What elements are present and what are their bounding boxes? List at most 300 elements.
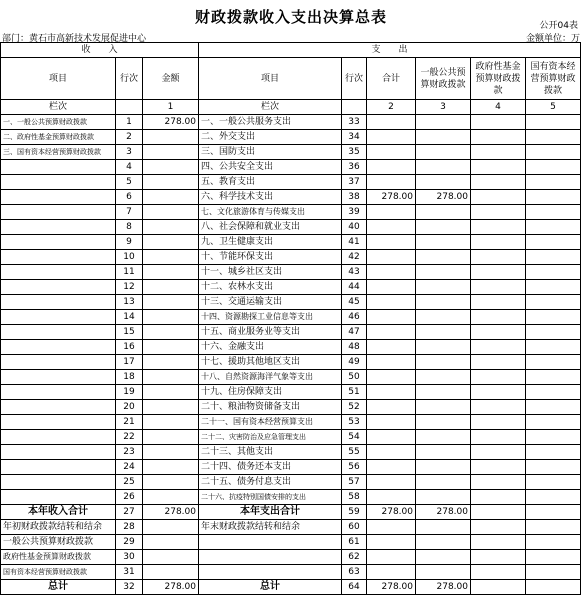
income-item bbox=[1, 175, 116, 190]
income-item: 本年收入合计 bbox=[1, 505, 116, 520]
col-header-item2: 项目 bbox=[199, 58, 342, 100]
income-item: 年初财政拨款结转和结余 bbox=[1, 520, 116, 535]
income-row-no: 1 bbox=[116, 115, 143, 130]
income-amount bbox=[143, 145, 199, 160]
expense-item: 二、外交支出 bbox=[199, 130, 342, 145]
expense-general bbox=[416, 310, 471, 325]
expense-general bbox=[416, 115, 471, 130]
table-row bbox=[1, 415, 581, 430]
expense-soe bbox=[526, 520, 581, 535]
income-amount bbox=[143, 430, 199, 445]
income-amount bbox=[143, 250, 199, 265]
income-row-no: 10 bbox=[116, 250, 143, 265]
expense-general bbox=[416, 160, 471, 175]
expense-soe bbox=[526, 190, 581, 205]
expense-fund bbox=[471, 430, 526, 445]
table-row bbox=[1, 355, 581, 370]
income-amount bbox=[143, 280, 199, 295]
expense-total: 278.00 bbox=[367, 190, 416, 205]
income-amount bbox=[143, 310, 199, 325]
income-row-no: 3 bbox=[116, 145, 143, 160]
income-row-no: 32 bbox=[116, 580, 143, 595]
expense-item: 十四、资源勘探工业信息等支出 bbox=[199, 310, 342, 325]
expense-section-label: 支 出 bbox=[199, 43, 581, 58]
income-amount bbox=[143, 475, 199, 490]
expense-row-no: 59 bbox=[342, 505, 367, 520]
table-row bbox=[1, 430, 581, 445]
expense-row-no: 34 bbox=[342, 130, 367, 145]
expense-general bbox=[416, 280, 471, 295]
expense-row-no: 61 bbox=[342, 535, 367, 550]
expense-fund bbox=[471, 220, 526, 235]
expense-total bbox=[367, 295, 416, 310]
table-row bbox=[1, 445, 581, 460]
expense-item: 二十二、灾害防治及应急管理支出 bbox=[199, 430, 342, 445]
expense-total bbox=[367, 250, 416, 265]
col-header-general: 一般公共预算财政拨款 bbox=[416, 58, 471, 100]
expense-fund bbox=[471, 385, 526, 400]
expense-fund bbox=[471, 355, 526, 370]
expense-soe bbox=[526, 220, 581, 235]
expense-general bbox=[416, 520, 471, 535]
table-row bbox=[1, 400, 581, 415]
table-row bbox=[1, 565, 581, 580]
report-title: 财政拨款收入支出决算总表 bbox=[194, 8, 387, 26]
income-amount bbox=[143, 565, 199, 580]
expense-soe bbox=[526, 115, 581, 130]
table-row bbox=[1, 325, 581, 340]
colnum-label2: 栏次 bbox=[199, 100, 342, 115]
expense-general bbox=[416, 145, 471, 160]
colnum-3: 3 bbox=[416, 100, 471, 115]
col-header-fund: 政府性基金预算财政拨款 bbox=[471, 58, 526, 100]
expense-item: 本年支出合计 bbox=[199, 505, 342, 520]
income-amount bbox=[143, 460, 199, 475]
expense-total bbox=[367, 265, 416, 280]
unit-label: 金额单位：万 bbox=[525, 34, 580, 44]
expense-fund bbox=[471, 235, 526, 250]
table-row bbox=[1, 145, 581, 160]
expense-fund bbox=[471, 535, 526, 550]
expense-general: 278.00 bbox=[416, 190, 471, 205]
table-row bbox=[1, 280, 581, 295]
expense-item: 二十一、国有资本经营预算支出 bbox=[199, 415, 342, 430]
expense-general bbox=[416, 550, 471, 565]
income-row-no: 12 bbox=[116, 280, 143, 295]
expense-total bbox=[367, 145, 416, 160]
expense-item: 二十、粮油物资储备支出 bbox=[199, 400, 342, 415]
expense-general bbox=[416, 370, 471, 385]
income-amount bbox=[143, 175, 199, 190]
income-row-no: 5 bbox=[116, 175, 143, 190]
income-amount bbox=[143, 340, 199, 355]
income-amount: 278.00 bbox=[143, 115, 199, 130]
expense-general bbox=[416, 340, 471, 355]
expense-total bbox=[367, 340, 416, 355]
expense-general bbox=[416, 325, 471, 340]
expense-item: 十三、交通运输支出 bbox=[199, 295, 342, 310]
expense-row-no: 57 bbox=[342, 475, 367, 490]
table-row bbox=[1, 490, 581, 505]
income-item bbox=[1, 280, 116, 295]
income-row-no: 27 bbox=[116, 505, 143, 520]
income-amount bbox=[143, 535, 199, 550]
income-row-no: 9 bbox=[116, 235, 143, 250]
grand-total-row bbox=[1, 580, 581, 595]
expense-total bbox=[367, 160, 416, 175]
expense-total bbox=[367, 385, 416, 400]
colnum-5: 5 bbox=[526, 100, 581, 115]
income-row-no: 22 bbox=[116, 430, 143, 445]
expense-fund bbox=[471, 550, 526, 565]
income-row-no: 21 bbox=[116, 415, 143, 430]
income-amount: 278.00 bbox=[143, 580, 199, 595]
expense-item: 七、文化旅游体育与传媒支出 bbox=[199, 205, 342, 220]
income-item bbox=[1, 385, 116, 400]
table-row bbox=[1, 535, 581, 550]
expense-fund bbox=[471, 580, 526, 595]
table-row bbox=[1, 220, 581, 235]
income-amount bbox=[143, 160, 199, 175]
expense-item: 三、国防支出 bbox=[199, 145, 342, 160]
income-item bbox=[1, 355, 116, 370]
income-item bbox=[1, 460, 116, 475]
income-row-no: 28 bbox=[116, 520, 143, 535]
income-row-no: 17 bbox=[116, 355, 143, 370]
col-header-total: 合计 bbox=[367, 58, 416, 100]
income-amount bbox=[143, 415, 199, 430]
expense-soe bbox=[526, 355, 581, 370]
income-amount bbox=[143, 445, 199, 460]
table-row bbox=[1, 190, 581, 205]
colnum-label: 栏次 bbox=[1, 100, 116, 115]
expense-row-no: 47 bbox=[342, 325, 367, 340]
income-item bbox=[1, 160, 116, 175]
income-amount bbox=[143, 220, 199, 235]
expense-fund bbox=[471, 265, 526, 280]
expense-row-no: 54 bbox=[342, 430, 367, 445]
expense-general: 278.00 bbox=[416, 505, 471, 520]
expense-general bbox=[416, 475, 471, 490]
expense-item bbox=[199, 565, 342, 580]
expense-fund bbox=[471, 280, 526, 295]
expense-row-no: 33 bbox=[342, 115, 367, 130]
income-item bbox=[1, 250, 116, 265]
expense-row-no: 50 bbox=[342, 370, 367, 385]
expense-general bbox=[416, 130, 471, 145]
expense-soe bbox=[526, 235, 581, 250]
table-row bbox=[1, 130, 581, 145]
income-row-no: 24 bbox=[116, 460, 143, 475]
column-number-row bbox=[1, 100, 581, 115]
expense-item bbox=[199, 535, 342, 550]
expense-general bbox=[416, 535, 471, 550]
expense-fund bbox=[471, 175, 526, 190]
colnum-empty bbox=[116, 100, 143, 115]
income-amount bbox=[143, 190, 199, 205]
expense-item: 十一、城乡社区支出 bbox=[199, 265, 342, 280]
expense-row-no: 62 bbox=[342, 550, 367, 565]
expense-row-no: 41 bbox=[342, 235, 367, 250]
expense-soe bbox=[526, 550, 581, 565]
expense-fund bbox=[471, 145, 526, 160]
expense-total bbox=[367, 550, 416, 565]
expense-item bbox=[199, 550, 342, 565]
expense-item: 六、科学技术支出 bbox=[199, 190, 342, 205]
expense-soe bbox=[526, 160, 581, 175]
expense-row-no: 64 bbox=[342, 580, 367, 595]
income-amount bbox=[143, 265, 199, 280]
department-label: 部门：黄石市高新技术发展促进中心 bbox=[2, 34, 147, 44]
income-item bbox=[1, 415, 116, 430]
expense-fund bbox=[471, 415, 526, 430]
expense-row-no: 46 bbox=[342, 310, 367, 325]
expense-soe bbox=[526, 445, 581, 460]
expense-fund bbox=[471, 520, 526, 535]
expense-soe bbox=[526, 130, 581, 145]
income-row-no: 16 bbox=[116, 340, 143, 355]
expense-fund bbox=[471, 325, 526, 340]
income-row-no: 23 bbox=[116, 445, 143, 460]
colnum-empty2 bbox=[342, 100, 367, 115]
expense-general bbox=[416, 235, 471, 250]
expense-fund bbox=[471, 115, 526, 130]
expense-total bbox=[367, 130, 416, 145]
expense-row-no: 58 bbox=[342, 490, 367, 505]
income-row-no: 8 bbox=[116, 220, 143, 235]
expense-total bbox=[367, 475, 416, 490]
expense-row-no: 40 bbox=[342, 220, 367, 235]
expense-soe bbox=[526, 325, 581, 340]
expense-row-no: 35 bbox=[342, 145, 367, 160]
expense-total: 278.00 bbox=[367, 580, 416, 595]
income-item: 二、政府性基金预算财政拨款 bbox=[1, 130, 116, 145]
income-item: 政府性基金预算财政拨款 bbox=[1, 550, 116, 565]
income-row-no: 18 bbox=[116, 370, 143, 385]
table-row bbox=[1, 235, 581, 250]
expense-item: 二十四、债务还本支出 bbox=[199, 460, 342, 475]
expense-row-no: 49 bbox=[342, 355, 367, 370]
expense-total bbox=[367, 460, 416, 475]
expense-row-no: 44 bbox=[342, 280, 367, 295]
expense-row-no: 37 bbox=[342, 175, 367, 190]
expense-fund bbox=[471, 475, 526, 490]
table-row bbox=[1, 385, 581, 400]
expense-item: 十九、住房保障支出 bbox=[199, 385, 342, 400]
table-row bbox=[1, 520, 581, 535]
form-number: 公开04表 bbox=[539, 21, 578, 31]
expense-row-no: 56 bbox=[342, 460, 367, 475]
expense-general bbox=[416, 175, 471, 190]
expense-row-no: 42 bbox=[342, 250, 367, 265]
income-item bbox=[1, 235, 116, 250]
expense-item: 十二、农林水支出 bbox=[199, 280, 342, 295]
col-header-row-no2: 行次 bbox=[342, 58, 367, 100]
expense-fund bbox=[471, 160, 526, 175]
expense-row-no: 55 bbox=[342, 445, 367, 460]
income-item bbox=[1, 295, 116, 310]
expense-total bbox=[367, 280, 416, 295]
expense-total bbox=[367, 355, 416, 370]
income-row-no: 11 bbox=[116, 265, 143, 280]
table-row bbox=[1, 250, 581, 265]
income-amount bbox=[143, 490, 199, 505]
expense-fund bbox=[471, 445, 526, 460]
expense-total bbox=[367, 445, 416, 460]
income-item: 一般公共预算财政拨款 bbox=[1, 535, 116, 550]
income-item: 总计 bbox=[1, 580, 116, 595]
expense-fund bbox=[471, 505, 526, 520]
table-row bbox=[1, 205, 581, 220]
expense-general: 278.00 bbox=[416, 580, 471, 595]
expense-soe bbox=[526, 250, 581, 265]
expense-fund bbox=[471, 460, 526, 475]
income-item: 国有资本经营预算财政拨款 bbox=[1, 565, 116, 580]
income-item bbox=[1, 325, 116, 340]
expense-soe bbox=[526, 280, 581, 295]
income-row-no: 26 bbox=[116, 490, 143, 505]
table-row bbox=[1, 160, 581, 175]
expense-total bbox=[367, 220, 416, 235]
expense-soe bbox=[526, 535, 581, 550]
expense-soe bbox=[526, 205, 581, 220]
expense-item: 二十三、其他支出 bbox=[199, 445, 342, 460]
expense-general bbox=[416, 445, 471, 460]
income-row-no: 14 bbox=[116, 310, 143, 325]
income-row-no: 19 bbox=[116, 385, 143, 400]
income-amount bbox=[143, 130, 199, 145]
income-amount bbox=[143, 520, 199, 535]
expense-row-no: 48 bbox=[342, 340, 367, 355]
expense-soe bbox=[526, 370, 581, 385]
expense-general bbox=[416, 205, 471, 220]
expense-soe bbox=[526, 385, 581, 400]
expense-item: 四、公共安全支出 bbox=[199, 160, 342, 175]
expense-fund bbox=[471, 310, 526, 325]
income-item bbox=[1, 370, 116, 385]
col-header-soe: 国有资本经营预算财政拨款 bbox=[526, 58, 581, 100]
expense-item: 十五、商业服务业等支出 bbox=[199, 325, 342, 340]
expense-row-no: 45 bbox=[342, 295, 367, 310]
expense-soe bbox=[526, 310, 581, 325]
budget-table bbox=[0, 42, 581, 595]
table-row bbox=[1, 295, 581, 310]
income-section-label: 收 入 bbox=[1, 43, 199, 58]
colnum-1: 1 bbox=[143, 100, 199, 115]
income-item bbox=[1, 310, 116, 325]
income-amount bbox=[143, 370, 199, 385]
expense-fund bbox=[471, 295, 526, 310]
expense-soe bbox=[526, 295, 581, 310]
expense-total bbox=[367, 205, 416, 220]
expense-general bbox=[416, 490, 471, 505]
income-item bbox=[1, 400, 116, 415]
income-item bbox=[1, 220, 116, 235]
income-item bbox=[1, 430, 116, 445]
expense-row-no: 38 bbox=[342, 190, 367, 205]
income-row-no: 15 bbox=[116, 325, 143, 340]
expense-row-no: 52 bbox=[342, 400, 367, 415]
income-amount bbox=[143, 235, 199, 250]
expense-total bbox=[367, 370, 416, 385]
expense-soe bbox=[526, 565, 581, 580]
expense-soe bbox=[526, 580, 581, 595]
expense-row-no: 60 bbox=[342, 520, 367, 535]
expense-item: 十八、自然资源海洋气象等支出 bbox=[199, 370, 342, 385]
expense-row-no: 43 bbox=[342, 265, 367, 280]
income-amount bbox=[143, 550, 199, 565]
expense-fund bbox=[471, 400, 526, 415]
expense-total bbox=[367, 325, 416, 340]
table-row bbox=[1, 340, 581, 355]
income-row-no: 4 bbox=[116, 160, 143, 175]
expense-fund bbox=[471, 130, 526, 145]
expense-row-no: 36 bbox=[342, 160, 367, 175]
income-amount bbox=[143, 400, 199, 415]
expense-item: 九、卫生健康支出 bbox=[199, 235, 342, 250]
expense-soe bbox=[526, 475, 581, 490]
expense-fund bbox=[471, 340, 526, 355]
expense-row-no: 51 bbox=[342, 385, 367, 400]
expense-general bbox=[416, 415, 471, 430]
expense-soe bbox=[526, 175, 581, 190]
expense-soe bbox=[526, 265, 581, 280]
expense-total bbox=[367, 400, 416, 415]
expense-item: 二十六、抗疫特别国债安排的支出 bbox=[199, 490, 342, 505]
expense-soe bbox=[526, 505, 581, 520]
expense-soe bbox=[526, 400, 581, 415]
expense-item: 二十五、债务付息支出 bbox=[199, 475, 342, 490]
income-row-no: 31 bbox=[116, 565, 143, 580]
expense-row-no: 63 bbox=[342, 565, 367, 580]
expense-item: 总计 bbox=[199, 580, 342, 595]
expense-item: 十七、援助其他地区支出 bbox=[199, 355, 342, 370]
income-row-no: 29 bbox=[116, 535, 143, 550]
expense-total bbox=[367, 430, 416, 445]
expense-soe bbox=[526, 460, 581, 475]
income-amount bbox=[143, 385, 199, 400]
expense-total: 278.00 bbox=[367, 505, 416, 520]
col-header-item: 项目 bbox=[1, 58, 116, 100]
income-row-no: 13 bbox=[116, 295, 143, 310]
expense-item: 一、一般公共服务支出 bbox=[199, 115, 342, 130]
expense-item: 十、节能环保支出 bbox=[199, 250, 342, 265]
section-header-row bbox=[1, 43, 581, 58]
colnum-4: 4 bbox=[471, 100, 526, 115]
colnum-2: 2 bbox=[367, 100, 416, 115]
income-row-no: 6 bbox=[116, 190, 143, 205]
table-row bbox=[1, 175, 581, 190]
expense-general bbox=[416, 355, 471, 370]
income-item: 三、国有资本经营预算财政拨款 bbox=[1, 145, 116, 160]
income-item bbox=[1, 205, 116, 220]
income-row-no: 25 bbox=[116, 475, 143, 490]
expense-fund bbox=[471, 370, 526, 385]
income-item bbox=[1, 490, 116, 505]
expense-item: 八、社会保障和就业支出 bbox=[199, 220, 342, 235]
income-item bbox=[1, 475, 116, 490]
expense-soe bbox=[526, 430, 581, 445]
expense-general bbox=[416, 565, 471, 580]
income-item bbox=[1, 190, 116, 205]
expense-total bbox=[367, 235, 416, 250]
expense-item: 十六、金融支出 bbox=[199, 340, 342, 355]
column-header-row bbox=[1, 58, 581, 100]
expense-fund bbox=[471, 565, 526, 580]
expense-total bbox=[367, 415, 416, 430]
expense-general bbox=[416, 220, 471, 235]
expense-general bbox=[416, 385, 471, 400]
